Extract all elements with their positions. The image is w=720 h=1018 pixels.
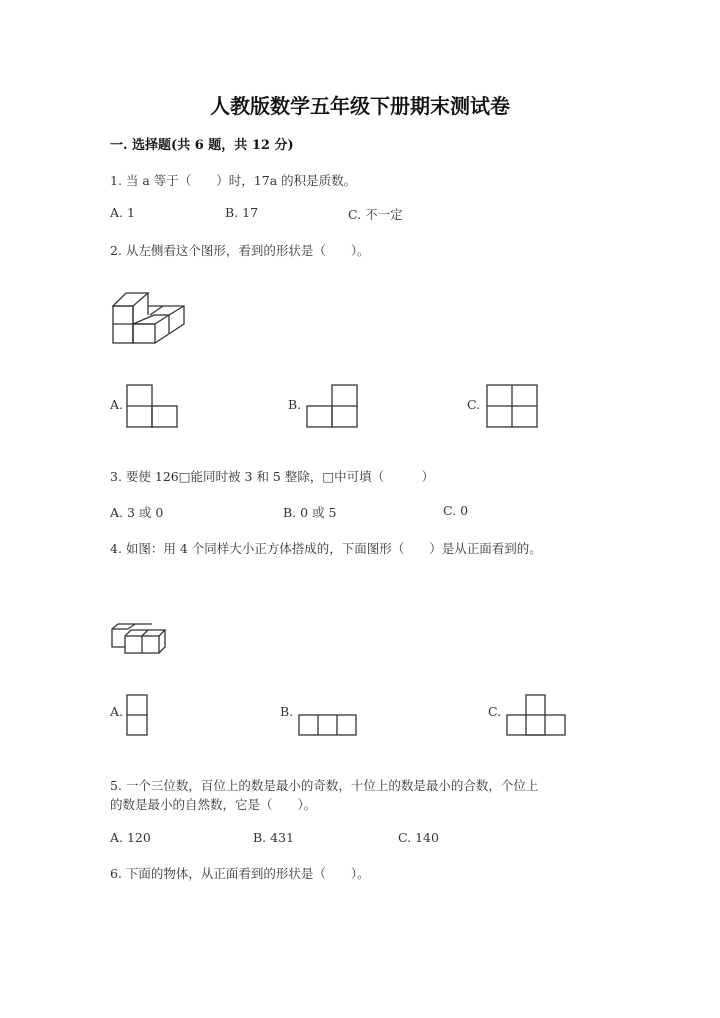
q4-option-a[interactable]: A.	[110, 704, 124, 719]
q4-option-c-shape	[507, 695, 565, 735]
q1-option-b[interactable]: B. 17	[225, 205, 259, 220]
q4-cube-figure	[112, 624, 165, 653]
q1-option-c[interactable]: C. 不一定	[348, 207, 403, 222]
question-6: 6. 下面的物体，从正面看到的形状是（ ）。	[110, 866, 370, 881]
question-5-cont: 的数是最小的自然数，它是（ ）。	[110, 797, 317, 812]
q2-cube-figure	[113, 293, 184, 343]
q5-option-c[interactable]: C. 140	[398, 830, 439, 845]
page-title: 人教版数学五年级下册期末测试卷	[210, 94, 510, 118]
q2-option-b-shape	[307, 385, 357, 427]
q3-option-b[interactable]: B. 0 或 5	[283, 505, 337, 520]
q1-option-a[interactable]: A. 1	[110, 205, 135, 220]
q2-option-c[interactable]: C.	[467, 397, 481, 412]
q2-option-c-shape	[487, 385, 537, 427]
question-2: 2. 从左侧看这个图形，看到的形状是（ ）。	[110, 243, 370, 258]
q3-option-a[interactable]: A. 3 或 0	[110, 505, 164, 520]
section-heading: 一. 选择题(共 6 题，共 12 分)	[110, 138, 294, 153]
question-5: 5. 一个三位数，百位上的数是最小的奇数，十位上的数是最小的合数，个位上	[110, 778, 539, 793]
q4-option-b[interactable]: B.	[280, 704, 294, 719]
question-1: 1. 当 a 等于（ ）时，17a 的积是质数。	[110, 173, 357, 188]
q2-option-b[interactable]: B.	[288, 397, 302, 412]
q3-option-c[interactable]: C. 0	[443, 503, 469, 518]
q4-option-a-shape	[127, 695, 147, 735]
q5-option-a[interactable]: A. 120	[110, 830, 151, 845]
question-3: 3. 要使 126□能同时被 3 和 5 整除，□中可填（ ）	[110, 469, 435, 484]
q4-option-c[interactable]: C.	[488, 704, 502, 719]
q2-option-a-shape	[127, 385, 177, 427]
q2-option-a[interactable]: A.	[110, 397, 124, 412]
q4-option-b-shape	[299, 715, 356, 735]
question-4: 4. 如图：用 4 个同样大小正方体搭成的，下面图形（ ）是从正面看到的。	[110, 541, 542, 556]
q5-option-b[interactable]: B. 431	[253, 830, 294, 845]
